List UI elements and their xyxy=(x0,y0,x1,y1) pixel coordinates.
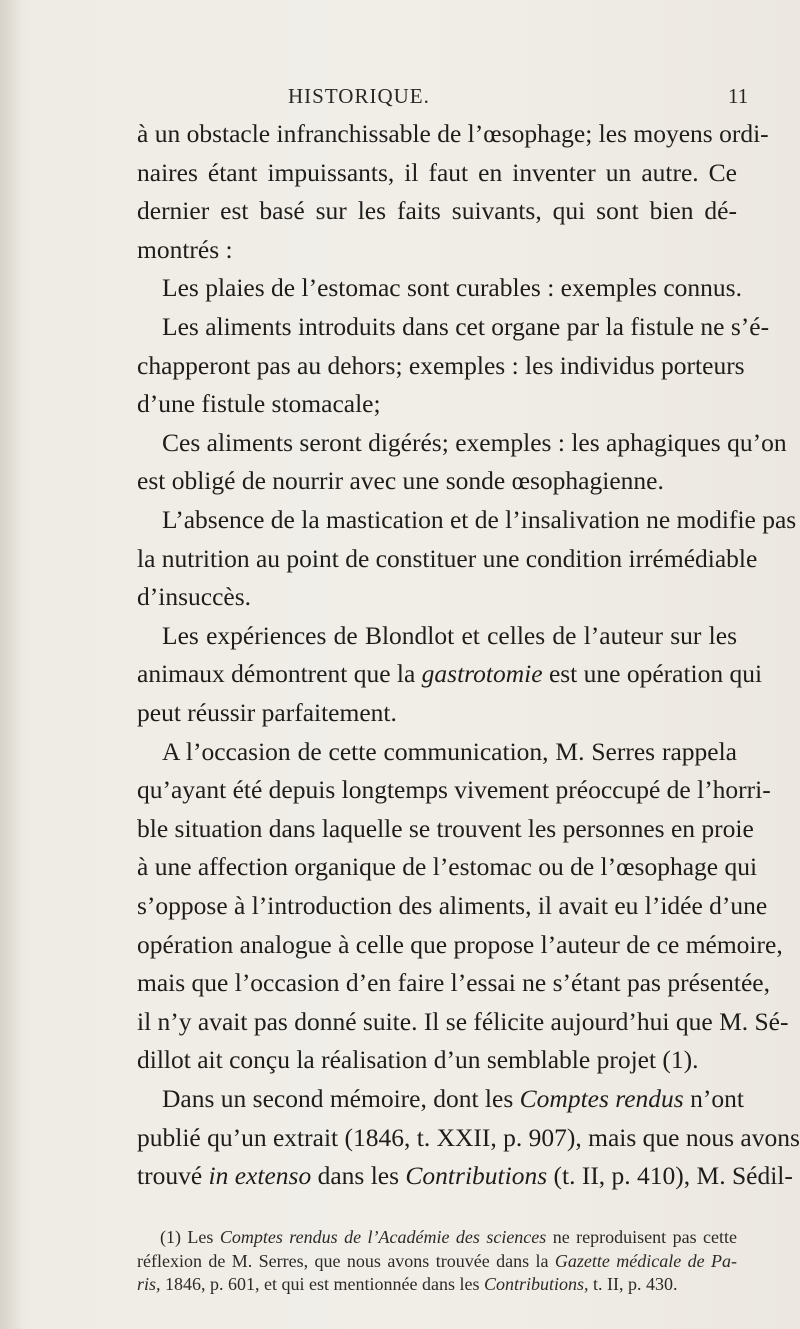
text-run: naires étant impuissants, il faut en inventer un autre. Ce xyxy=(137,157,737,187)
italic-text: ris, xyxy=(137,1274,161,1294)
text-run: d’une fistule stomacale; xyxy=(137,389,381,419)
italic-text: gastrotomie xyxy=(421,659,543,689)
text-run: L’absence de la mastication et de l’insalivation ne modifie pas xyxy=(162,505,797,534)
body-line xyxy=(137,1040,737,1080)
body-line xyxy=(137,191,737,231)
body-line xyxy=(137,693,737,733)
body-line xyxy=(137,847,758,887)
body-line xyxy=(137,1118,800,1158)
text-run: publié qu’un extrait (1846, t. XXII, p. 907), mais que nous avons xyxy=(137,1122,800,1152)
text-run: Dans un second mémoire, dont les xyxy=(162,1084,520,1113)
body-line xyxy=(137,230,737,270)
text-run: dans les xyxy=(311,1161,406,1191)
text-run: montrés : xyxy=(137,234,233,264)
text-run: à un obstacle infranchissable de l’œsophage; les moyens ordi- xyxy=(137,119,769,148)
italic-text: Gazette médicale de Pa- xyxy=(554,1250,737,1271)
footnote-line xyxy=(137,1248,737,1274)
text-run: ble situation dans laquelle se trouvent les personnes en proie xyxy=(137,813,754,843)
binding-shadow xyxy=(0,0,22,1329)
text-run: ne reproduisent pas cette xyxy=(546,1227,737,1247)
text-run: qu’ayant été depuis longtemps vivement préoccupé de l’horri- xyxy=(137,775,771,805)
body-line xyxy=(137,346,745,386)
text-run: réflexion de M. Serres, que nous avons trouvée dans la xyxy=(137,1250,555,1271)
text-run: est une opération qui xyxy=(542,659,763,689)
text-run: dernier est basé sur les faits suivants, qui sont bien dé- xyxy=(137,196,737,226)
text-run: s’oppose à l’introduction des aliments, il avait eu l’idée d’une xyxy=(137,891,768,920)
body-line xyxy=(137,153,737,193)
running-head: HISTORIQUE. xyxy=(288,84,430,108)
text-run: animaux démontrent que la xyxy=(137,659,422,689)
text-run: chapperont pas au dehors; exemples : les individus porteurs xyxy=(137,350,745,380)
body-line xyxy=(137,577,737,617)
text-run: opération analogue à celle que propose l’auteur de ce mémoire, xyxy=(137,929,783,959)
body-line xyxy=(137,114,769,154)
italic-text: Contributions, xyxy=(483,1274,589,1294)
italic-text: Comptes rendus de l’Académie des sciences xyxy=(219,1227,547,1247)
text-run: t. II, p. 430. xyxy=(588,1274,678,1294)
text-run: Les expériences de Blondlot et celles de l’auteur sur les xyxy=(162,620,737,650)
body-line xyxy=(162,1079,744,1119)
text-run: à une affection organique de l’estomac ou de l’œsophage qui xyxy=(137,852,758,882)
text-run: d’insuccès. xyxy=(137,582,252,612)
italic-text: in extenso xyxy=(208,1161,312,1191)
text-run: Ces aliments seront digérés; exemples : les aphagiques qu’on xyxy=(162,427,787,457)
body-line xyxy=(162,500,797,540)
text-run: Les aliments introduits dans cet organe par la fistule ne s’é- xyxy=(162,312,770,341)
body-line xyxy=(162,268,742,308)
italic-text: Contributions xyxy=(405,1161,548,1191)
text-run: la nutrition au point de constituer une condition irrémédiable xyxy=(137,543,758,573)
text-run: n’ont xyxy=(683,1084,744,1113)
text-run: Les plaies de l’estomac sont curables : exemples connus. xyxy=(162,273,742,303)
body-line xyxy=(137,886,768,926)
body-line xyxy=(162,732,737,772)
text-run: peut réussir parfaitement. xyxy=(137,698,397,727)
text-run: (t. II, p. 410), M. Sédil- xyxy=(547,1161,793,1191)
body-line xyxy=(137,1156,793,1196)
text-run: dillot ait conçu la réalisation d’un semblable projet (1). xyxy=(137,1045,699,1075)
body-line xyxy=(137,925,783,965)
body-line xyxy=(137,1002,789,1042)
footnote-line xyxy=(160,1224,737,1250)
body-line xyxy=(137,539,758,579)
page-header xyxy=(0,84,800,114)
body-line xyxy=(162,616,737,656)
page-number: 11 xyxy=(728,84,749,108)
body-line xyxy=(162,307,770,347)
body-line xyxy=(137,654,763,694)
text-run: A l’occasion de cette communication, M. Serres rappela xyxy=(162,736,737,766)
body-line xyxy=(162,423,787,463)
text-run: est obligé de nourrir avec une sonde œsophagienne. xyxy=(137,466,664,496)
body-line xyxy=(137,384,737,424)
italic-text: Comptes rendus xyxy=(519,1084,684,1113)
body-line xyxy=(137,963,770,1003)
footnote-line xyxy=(137,1271,737,1297)
text-run: trouvé xyxy=(137,1161,209,1191)
body-line xyxy=(137,770,771,810)
body-line xyxy=(137,461,737,501)
body-line xyxy=(137,809,754,849)
text-run: 1846, p. 601, et qui est mentionnée dans les xyxy=(160,1274,484,1294)
text-run: il n’y avait pas donné suite. Il se félicite aujourd’hui que M. Sé- xyxy=(137,1006,789,1036)
text-run: (1) Les xyxy=(160,1227,220,1247)
text-run: mais que l’occasion d’en faire l’essai ne s’étant pas présentée, xyxy=(137,968,770,998)
